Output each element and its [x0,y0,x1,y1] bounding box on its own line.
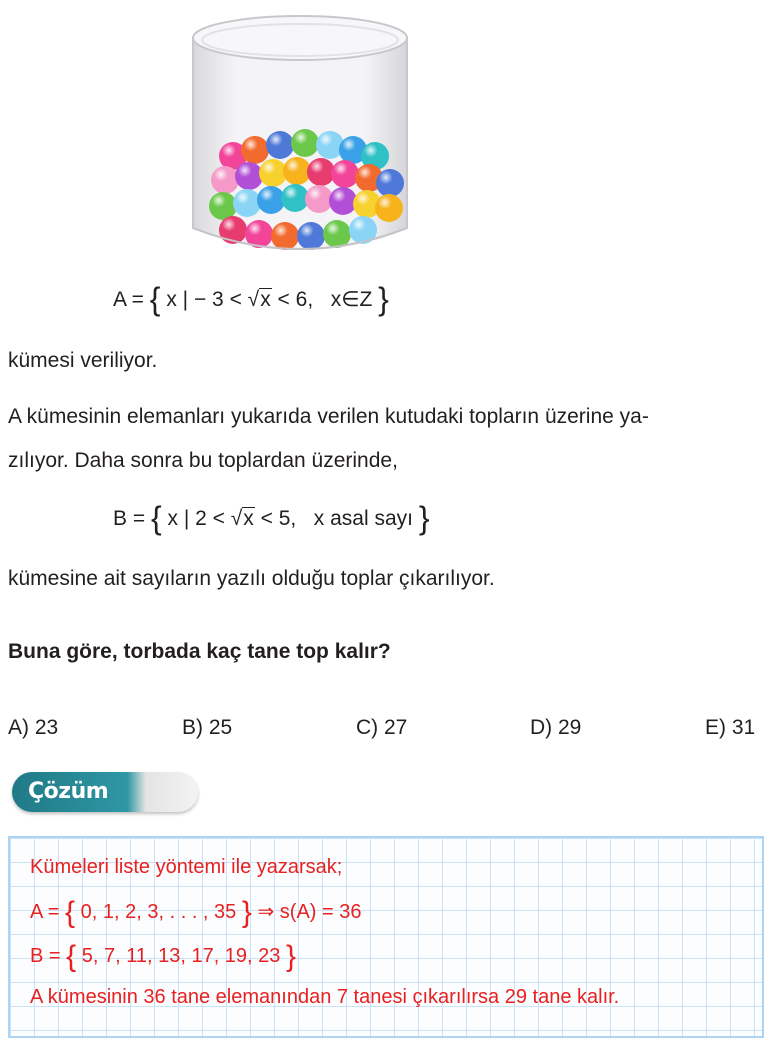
ball-highlight [266,131,294,159]
ball-highlight [257,186,285,214]
set-a-definition: A = { x | − 3 < √x < 6, x∈Z } [113,281,389,317]
solution-a-elements: 0, 1, 2, 3, . . . , 35 [80,901,237,923]
ball-highlight [233,189,261,217]
ball-highlight [307,158,335,186]
ball-highlight [209,192,237,220]
solution-a-cardinality: s(A) = 36 [279,901,362,923]
solution-badge [12,772,198,812]
ball-highlight [241,136,269,164]
set-b-condition-left: x | 2 < [167,507,225,530]
solution-line-3 [30,942,296,972]
ball-highlight [376,169,404,197]
set-b-definition: B = { x | 2 < √x < 5, x asal sayı } [113,500,430,536]
set-b-open-brace: { [150,500,162,536]
ball-highlight [291,129,319,157]
set-b-label: B = [113,507,146,530]
ball-highlight [316,131,344,159]
solution-line-2 [30,898,361,928]
set-a-close-brace: } [378,281,389,317]
set-a-root: x [260,288,271,311]
option-b[interactable]: B) 25 [182,716,233,739]
solution-b-open-brace: { [66,940,77,973]
ball-highlight [297,222,325,250]
ball-highlight [211,166,239,194]
jar-with-balls-illustration [185,8,415,270]
set-a-condition-right: < 6, [277,288,314,311]
set-a-domain: x∈Z [330,288,373,311]
question-text: Buna göre, torbada kaç tane top kalır? [8,640,391,663]
set-a-label: A = [113,288,144,311]
solution-line-1: Kümeleri liste yöntemi ile yazarsak; [30,856,343,878]
solution-line-4: A kümesinin 36 tane elemanından 7 tanesi çıkarılırsa 29 tane kalır. [30,986,620,1008]
option-e[interactable]: E) 31 [705,716,756,739]
set-a-condition-left: x | − 3 < [166,288,242,311]
implies-arrow: ⇒ [257,901,275,923]
solution-b-elements: 5, 7, 11, 13, 17, 19, 23 [81,945,281,967]
set-a-open-brace: { [149,281,161,317]
set-b-root: x [243,507,254,530]
solution-b-close-brace: } [285,940,296,973]
solution-b-label: B = [30,945,61,967]
solution-badge-label: Çözüm [28,779,109,804]
option-c[interactable]: C) 27 [356,716,408,739]
set-b-close-brace: } [418,500,430,536]
text-line-4: kümesine ait sayıların yazılı olduğu toplar çıkarılıyor. [8,567,495,590]
text-line-1: kümesi veriliyor. [8,349,158,372]
option-d[interactable]: D) 29 [530,716,582,739]
ball-highlight [281,184,309,212]
ball-highlight [283,157,311,185]
set-b-domain: x asal sayı [313,507,413,530]
ball-highlight [305,185,333,213]
solution-a-close-brace: } [241,896,252,929]
text-line-2: A kümesinin elemanları yukarıda verilen kutudaki topların üzerine ya- [8,405,649,428]
ball-highlight [375,194,403,222]
ball-highlight [329,187,357,215]
text-line-3: zılıyor. Daha sonra bu toplardan üzerinde, [8,449,398,472]
solution-box [8,836,764,1038]
option-a[interactable]: A) 23 [8,716,59,739]
solution-a-label: A = [30,901,60,923]
set-b-condition-right: < 5, [260,507,297,530]
ball-highlight [235,162,263,190]
ball-highlight [323,220,351,248]
ball-highlight [259,159,287,187]
ball-highlight [271,222,299,250]
ball-highlight [331,160,359,188]
solution-a-open-brace: { [65,896,76,929]
